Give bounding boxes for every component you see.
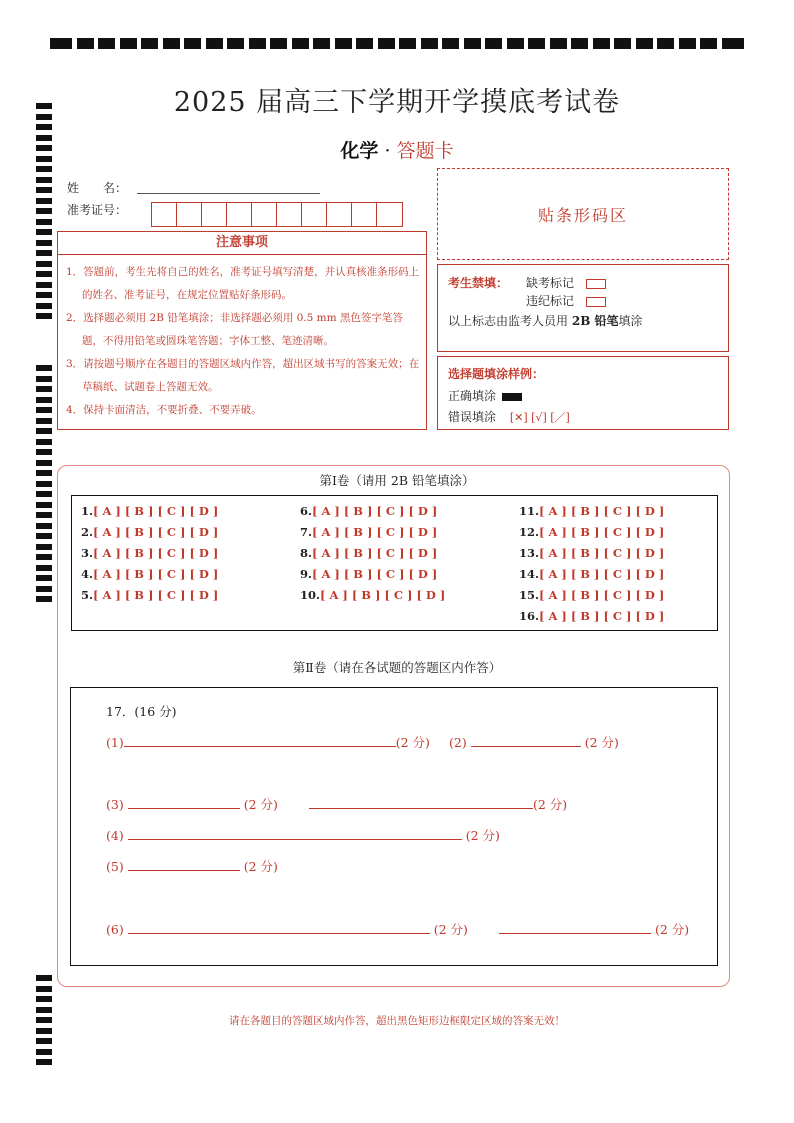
- answer-line-6[interactable]: [106, 920, 468, 938]
- choice-options[interactable]: [ A ] [ B ] [ C ] [ D ]: [93, 546, 219, 560]
- answer-line-3[interactable]: [106, 795, 278, 813]
- top-timing-bar: [50, 38, 744, 50]
- choice-options[interactable]: [ A ] [ B ] [ C ] [ D ]: [93, 588, 219, 602]
- subtitle-separator: ·: [384, 140, 391, 162]
- notice-item: 2．选择题必须用 2B 铅笔填涂；非选择题必须用 0.5 mm 黑色签字笔答题，不得用铅笔或圆珠笔答题；字体工整、笔迹清晰。: [66, 312, 403, 347]
- card-label: 答题卡: [396, 140, 454, 162]
- choice-row[interactable]: [300, 525, 437, 539]
- question-number: 10.: [300, 588, 321, 602]
- question-number: 1.: [81, 504, 94, 518]
- points: (2 分): [465, 828, 500, 843]
- question-number: 5.: [81, 588, 94, 602]
- absent-label: 缺考标记: [526, 276, 575, 290]
- points: (2 分): [584, 735, 619, 750]
- correct-fill-label: 正确填涂: [448, 389, 497, 403]
- question-number: 7.: [300, 525, 313, 539]
- notice-panel: [57, 231, 427, 430]
- answer-line-6b[interactable]: [499, 920, 689, 938]
- name-field[interactable]: [137, 192, 320, 194]
- choice-options[interactable]: [ A ] [ B ] [ C ] [ D ]: [312, 546, 438, 560]
- forbidden-label: 考生禁填：: [448, 276, 509, 290]
- choice-options[interactable]: [ A ] [ B ] [ C ] [ D ]: [312, 567, 438, 581]
- notice-item: 3．请按题号顺序在各题目的答题区域内作答，超出区域书写的答案无效；在草稿纸、试题卷上答题无效。: [66, 358, 420, 393]
- violation-mark-row: [526, 292, 606, 309]
- question-number: 6.: [300, 504, 313, 518]
- part-label: (6): [106, 922, 124, 937]
- part1-title: 第Ⅰ卷（请用 2B 铅笔填涂）: [319, 473, 475, 488]
- subject: 化学: [340, 140, 379, 162]
- exam-id-boxes[interactable]: [151, 202, 403, 227]
- forbidden-panel: [437, 264, 729, 352]
- choice-options[interactable]: [ A ] [ B ] [ C ] [ D ]: [320, 588, 446, 602]
- part-label: (5): [106, 859, 124, 874]
- barcode-area: 贴条形码区: [437, 168, 729, 260]
- choice-row[interactable]: [519, 525, 664, 539]
- choice-row[interactable]: [81, 567, 218, 581]
- choice-row[interactable]: [81, 504, 218, 518]
- note-pre: 以上标志由监考人员用: [448, 314, 569, 328]
- part-label: (2): [449, 735, 467, 750]
- notice-item: 4．保持卡面清洁，不要折叠、不要弄破。: [66, 404, 262, 416]
- choice-options[interactable]: [ A ] [ B ] [ C ] [ D ]: [312, 525, 438, 539]
- choice-row[interactable]: [300, 588, 445, 602]
- wrong-fill-row: [448, 408, 570, 425]
- question-number: 11.: [519, 504, 540, 518]
- choice-row[interactable]: [519, 546, 664, 560]
- points: (2 分): [433, 922, 468, 937]
- violation-checkbox[interactable]: [586, 297, 606, 307]
- answer-line-2[interactable]: [449, 733, 619, 751]
- wrong-marks: [✕] [√] [／]: [509, 411, 570, 424]
- choice-row[interactable]: [519, 504, 664, 518]
- absent-checkbox[interactable]: [586, 279, 606, 289]
- absent-mark-row: [526, 274, 606, 291]
- fill-sample-label: 选择题填涂样例：: [448, 367, 545, 381]
- part-label: (3): [106, 797, 124, 812]
- choice-row[interactable]: [81, 588, 218, 602]
- choice-row[interactable]: [519, 588, 664, 602]
- choice-options[interactable]: [ A ] [ B ] [ C ] [ D ]: [93, 504, 219, 518]
- notice-item: 1．答题前，考生先将自己的姓名，准考证号填写清楚，并认真核准条形码上的姓名、准考证号，在规定位置贴好条形码。: [66, 266, 420, 301]
- violation-label: 违纪标记: [526, 294, 575, 308]
- wrong-fill-label: 错误填涂: [448, 410, 497, 424]
- choice-row[interactable]: [81, 546, 218, 560]
- choice-options[interactable]: [ A ] [ B ] [ C ] [ D ]: [93, 567, 219, 581]
- points: (2 分): [654, 922, 690, 937]
- answer-line-3b[interactable]: [309, 795, 567, 813]
- filled-mark-icon: [502, 393, 522, 401]
- choice-options[interactable]: [ A ] [ B ] [ C ] [ D ]: [539, 567, 665, 581]
- note-bold: 2B 铅笔: [571, 314, 619, 328]
- points: (2 分): [243, 797, 278, 812]
- fill-sample-panel: [437, 356, 729, 430]
- choice-row[interactable]: [519, 567, 664, 581]
- forbidden-note: [448, 312, 643, 329]
- choice-row[interactable]: [81, 525, 218, 539]
- page-title: 2025 届高三下学期开学摸底考试卷: [173, 87, 621, 118]
- name-label: 姓 名：: [67, 181, 128, 195]
- page-subtitle: [0, 136, 794, 163]
- answer-line-1[interactable]: [106, 733, 430, 751]
- choice-options[interactable]: [ A ] [ B ] [ C ] [ D ]: [539, 504, 665, 518]
- note-post: 填涂: [618, 314, 643, 328]
- part-label: (4): [106, 828, 124, 843]
- question-number: 8.: [300, 546, 313, 560]
- choice-options[interactable]: [ A ] [ B ] [ C ] [ D ]: [539, 588, 665, 602]
- points: (2 分): [243, 859, 278, 874]
- choice-options[interactable]: [ A ] [ B ] [ C ] [ D ]: [539, 546, 665, 560]
- choice-options[interactable]: [ A ] [ B ] [ C ] [ D ]: [539, 525, 665, 539]
- choice-options[interactable]: [ A ] [ B ] [ C ] [ D ]: [93, 525, 219, 539]
- notice-heading: 注意事项: [58, 232, 426, 255]
- points: (2 分): [533, 797, 568, 812]
- question-17-heading: 17．(16 分): [106, 704, 177, 719]
- choice-options[interactable]: [ A ] [ B ] [ C ] [ D ]: [312, 504, 438, 518]
- question-number: 13.: [519, 546, 540, 560]
- question-number: 12.: [519, 525, 540, 539]
- choice-row[interactable]: [300, 567, 437, 581]
- part-label: (1): [106, 735, 124, 750]
- id-label: 准考证号：: [67, 203, 128, 217]
- question-number: 2.: [81, 525, 94, 539]
- answer-line-4[interactable]: [106, 826, 500, 844]
- question-number: 9.: [300, 567, 313, 581]
- footer-note: 请在各题目的答题区域内作答，超出黑色矩形边框限定区域的答案无效！: [229, 1015, 565, 1027]
- question-number: 15.: [519, 588, 540, 602]
- choice-row[interactable]: [300, 546, 437, 560]
- choice-row[interactable]: [300, 504, 437, 518]
- question-number: 3.: [81, 546, 94, 560]
- correct-fill-row: [448, 387, 522, 404]
- choice-options[interactable]: [ A ] [ B ] [ C ] [ D ]: [539, 609, 665, 623]
- question-number: 4.: [81, 567, 94, 581]
- answer-line-5[interactable]: [106, 857, 278, 875]
- choice-row[interactable]: [519, 609, 664, 623]
- points: (2 分): [395, 735, 430, 750]
- question-number: 16.: [519, 609, 540, 623]
- part2-title: 第Ⅱ卷（请在各试题的答题区内作答）: [292, 660, 502, 675]
- question-number: 14.: [519, 567, 540, 581]
